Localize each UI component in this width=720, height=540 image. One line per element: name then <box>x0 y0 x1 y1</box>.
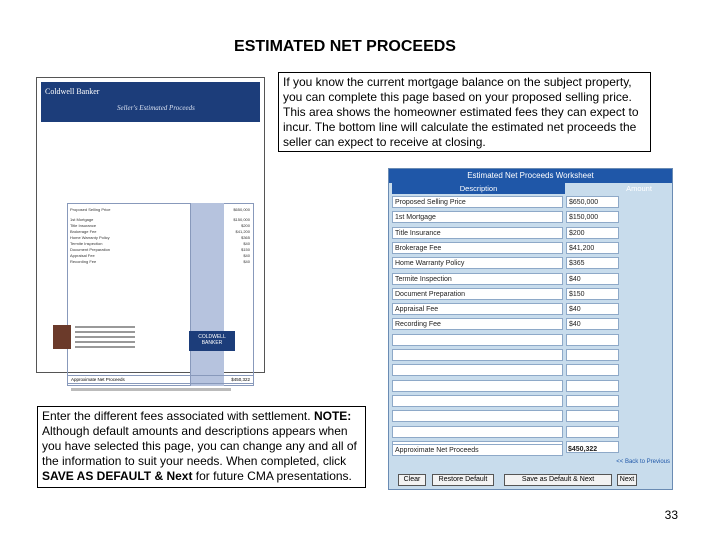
worksheet-row <box>390 272 671 286</box>
report-row-value: $41,200 <box>235 229 250 234</box>
fee-amount-input[interactable] <box>566 410 619 422</box>
report-price-label: Proposed Selling Price <box>70 207 111 212</box>
note-bottom-text1: Enter the different fees associated with settlement. <box>42 409 314 423</box>
report-row-label: Appraisal Fee <box>70 253 95 258</box>
fee-description-input[interactable] <box>392 364 563 376</box>
fee-amount-input[interactable]: $40 <box>566 318 619 330</box>
worksheet-title: Estimated Net Proceeds Worksheet <box>389 169 672 183</box>
fee-description-input[interactable]: 1st Mortgage <box>392 211 563 223</box>
coldwell-banker-footer-logo: COLDWELL BANKER <box>189 331 235 351</box>
report-price-value: $650,000 <box>233 207 250 212</box>
worksheet-row <box>390 287 671 301</box>
report-row-label: Document Preparation <box>70 247 111 252</box>
fee-description-input[interactable] <box>392 380 563 392</box>
report-row <box>70 253 250 258</box>
report-row-label: Termite Inspection <box>70 241 103 246</box>
fee-description-input[interactable] <box>392 410 563 422</box>
fee-description-input[interactable]: Brokerage Fee <box>392 242 563 254</box>
fee-amount-input[interactable]: $365 <box>566 257 619 269</box>
clear-button[interactable]: Clear <box>398 474 426 486</box>
worksheet-row <box>390 333 671 347</box>
description-column-header: Description <box>392 183 565 194</box>
fee-amount-input[interactable]: $41,200 <box>566 242 619 254</box>
worksheet-row <box>390 363 671 377</box>
fee-description-input[interactable] <box>392 426 563 438</box>
fee-description-input[interactable]: Proposed Selling Price <box>392 196 563 208</box>
net-proceeds-label: Approximate Net Proceeds <box>392 444 563 456</box>
worksheet-row <box>390 317 671 331</box>
fee-amount-input[interactable] <box>566 364 619 376</box>
report-row-label: Title Insurance <box>70 223 97 228</box>
report-row <box>70 247 250 252</box>
slide-title: ESTIMATED NET PROCEEDS <box>234 38 456 55</box>
fee-description-input[interactable]: Document Preparation <box>392 288 563 300</box>
page-number: 33 <box>664 508 678 522</box>
worksheet-row <box>390 348 671 362</box>
report-title: Seller's Estimated Proceeds <box>117 104 195 112</box>
note-label: NOTE: <box>313 409 352 423</box>
report-row-label: Home Warranty Policy <box>70 235 110 240</box>
report-net-value: $450,322 <box>231 377 250 382</box>
report-row <box>70 241 250 246</box>
coldwell-banker-logo: Coldwell Banker <box>45 87 100 96</box>
report-row-value: $40 <box>243 241 250 246</box>
back-to-previous-link[interactable]: << Back to Previous <box>616 459 670 465</box>
note-bottom-text2: Although default amounts and descriptions appears when you have selected this page, you can change any and all of the information to suit your needs. When completed, click <box>42 424 357 468</box>
restore-default-button[interactable]: Restore Default <box>432 474 494 486</box>
worksheet-row <box>390 241 671 255</box>
fee-description-input[interactable] <box>392 349 563 361</box>
fee-description-input[interactable]: Recording Fee <box>392 318 563 330</box>
worksheet-row <box>390 425 671 439</box>
fee-amount-input[interactable]: $200 <box>566 227 619 239</box>
save-default-next-reference: SAVE AS DEFAULT & Next <box>42 469 193 483</box>
fee-amount-input[interactable]: $650,000 <box>566 196 619 208</box>
fee-description-input[interactable]: Title Insurance <box>392 227 563 239</box>
worksheet-row <box>390 379 671 393</box>
report-row-label: Recording Fee <box>70 259 97 264</box>
worksheet-row <box>390 195 671 209</box>
report-row-value: $150,000 <box>233 217 250 222</box>
worksheet-form <box>388 168 673 490</box>
worksheet-row <box>390 394 671 408</box>
fee-description-input[interactable]: Termite Inspection <box>392 273 563 285</box>
fee-amount-input[interactable] <box>566 426 619 438</box>
report-header <box>41 82 260 122</box>
fee-description-input[interactable]: Home Warranty Policy <box>392 257 563 269</box>
report-net-row <box>67 375 254 384</box>
agent-contact-info <box>75 326 135 351</box>
report-row-value: $40 <box>243 259 250 264</box>
report-row <box>70 223 250 228</box>
agent-photo <box>53 325 71 349</box>
fee-description-input[interactable]: Appraisal Fee <box>392 303 563 315</box>
note-bottom-text3: for future CMA presentations. <box>192 469 352 483</box>
fee-description-input[interactable] <box>392 334 563 346</box>
fee-description-input[interactable] <box>392 395 563 407</box>
worksheet-row <box>390 226 671 240</box>
report-row <box>70 259 250 264</box>
fee-amount-input[interactable]: $150,000 <box>566 211 619 223</box>
report-preview <box>36 77 265 382</box>
report-row-value: $200 <box>241 223 250 228</box>
report-row-value: $40 <box>243 253 250 258</box>
report-net-label: Approximate Net Proceeds <box>71 377 125 382</box>
worksheet-row <box>390 256 671 270</box>
report-disclaimer <box>71 388 231 391</box>
worksheet-row <box>390 409 671 423</box>
report-row-label: 1st Mortgage <box>70 217 94 222</box>
fee-amount-input[interactable]: $40 <box>566 303 619 315</box>
report-row <box>70 235 250 240</box>
next-button[interactable]: Next <box>617 474 637 486</box>
save-as-default-next-button[interactable]: Save as Default & Next <box>504 474 612 486</box>
report-row <box>70 229 250 234</box>
fee-amount-input[interactable] <box>566 349 619 361</box>
fee-amount-input[interactable] <box>566 395 619 407</box>
report-row-value: $365 <box>241 235 250 240</box>
net-proceeds-row <box>390 443 671 457</box>
worksheet-row <box>390 302 671 316</box>
fee-amount-input[interactable] <box>566 380 619 392</box>
amount-column-header: Amount <box>626 184 652 193</box>
fee-amount-input[interactable] <box>566 334 619 346</box>
report-row <box>70 217 250 222</box>
fee-amount-input[interactable]: $150 <box>566 288 619 300</box>
worksheet-row <box>390 210 671 224</box>
net-proceeds-value: $450,322 <box>568 446 598 453</box>
note-top: If you know the current mortgage balance on the subject property, you can complete this page based on your proposed selling price. This area shows the homeowner estimated fees they can expect to incur. The bottom line will calculate the estimated net proceeds the seller can expect to receive at closing. <box>278 72 651 152</box>
report-price-row <box>70 207 250 212</box>
note-bottom <box>37 406 366 488</box>
fee-amount-input[interactable]: $40 <box>566 273 619 285</box>
report-row-label: Brokerage Fee <box>70 229 97 234</box>
report-row-value: $150 <box>241 247 250 252</box>
